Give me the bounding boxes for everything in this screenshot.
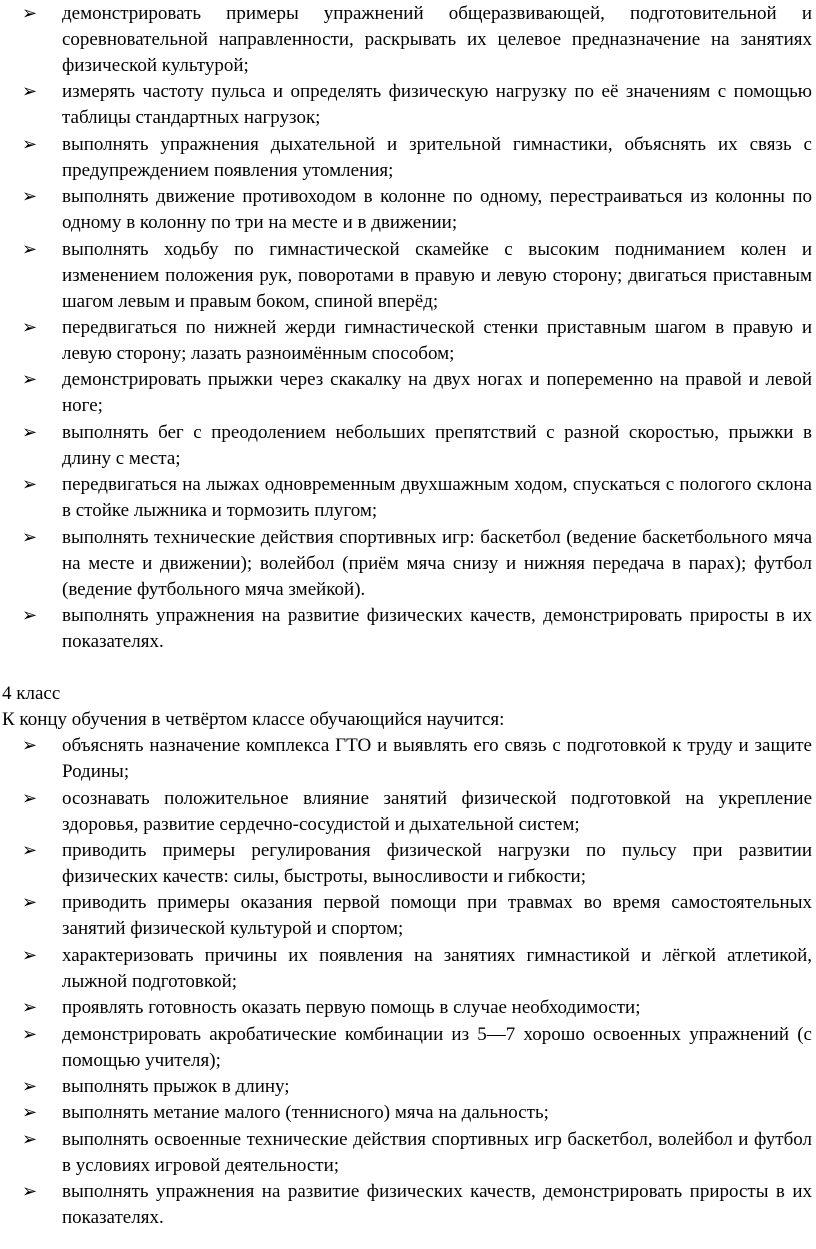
- section-spacer: [0, 655, 816, 681]
- list-item-text: выполнять прыжок в длину;: [62, 1076, 290, 1098]
- list-item: [22, 943, 812, 995]
- skills-list-grade3: [0, 1, 816, 655]
- arrow-bullet-icon: ➢: [22, 1128, 38, 1150]
- list-item: [22, 603, 812, 655]
- list-item-text: выполнять бег с преодолением небольших препятствий с разной скоростью, прыжки в длину с места;: [62, 421, 812, 469]
- list-item: [22, 525, 812, 603]
- list-item-text: характеризовать причины их появления на занятиях гимнастикой и лёгкой атлетикой, лыжной подготовкой;: [62, 944, 812, 992]
- list-item: [22, 237, 812, 315]
- list-item-text: осознавать положительное влияние занятий физической подготовкой на укрепление здоровья, развитие сердечно-сосудистой и дыхательной систем;: [62, 787, 812, 835]
- list-item-text: выполнять освоенные технические действия спортивных игр баскетбол, волейбол и футбол в условиях игровой деятельности;: [62, 1128, 812, 1176]
- list-item: [22, 1074, 812, 1100]
- arrow-bullet-icon: ➢: [22, 604, 38, 626]
- arrow-bullet-icon: ➢: [22, 1102, 38, 1124]
- arrow-bullet-icon: ➢: [22, 186, 38, 208]
- list-item-text: выполнять ходьбу по гимнастической скамейке с высоким подниманием колен и изменением положения рук, поворотами в правую и левую сторону; двигаться приставным шагом левым и правым боком, спиной вперёд;: [62, 238, 812, 312]
- list-item: [22, 1179, 812, 1231]
- list-item: [22, 132, 812, 184]
- list-item-text: передвигаться на лыжах одновременным двухшажным ходом, спускаться с пологого склона в стойке лыжника и тормозить плугом;: [62, 474, 812, 522]
- arrow-bullet-icon: ➢: [22, 81, 38, 103]
- list-item-text: проявлять готовность оказать первую помощь в случае необходимости;: [62, 997, 641, 1019]
- list-item-text: объяснять назначение комплекса ГТО и выявлять его связь с подготовкой к труду и защите Родины;: [62, 735, 812, 783]
- list-item: [22, 315, 812, 367]
- arrow-bullet-icon: ➢: [22, 133, 38, 155]
- list-item: [22, 472, 812, 524]
- arrow-bullet-icon: ➢: [22, 369, 38, 391]
- list-item: [22, 79, 812, 131]
- list-item-text: выполнять упражнения на развитие физических качеств, демонстрировать приросты в их показателях.: [62, 604, 812, 652]
- skills-list-grade4: [0, 733, 816, 1231]
- list-item: [22, 1, 812, 79]
- list-item-text: выполнять движение противоходом в колонне по одному, перестраиваться из колонны по одному в колонну по три на месте и в движении;: [62, 186, 812, 234]
- list-item: [22, 1100, 812, 1126]
- list-item: [22, 995, 812, 1021]
- section-intro: К концу обучения в четвёртом классе обучающийся научится:: [2, 709, 505, 731]
- arrow-bullet-icon: ➢: [22, 1076, 38, 1098]
- list-item-text: демонстрировать примеры упражнений общеразвивающей, подготовительной и соревновательной направленности, раскрывать их целевое предназначение на занятиях физической культурой;: [62, 3, 812, 76]
- list-item-text: выполнять упражнения дыхательной и зрительной гимнастики, объяснять их связь с предупреждением появления утомления;: [62, 133, 812, 181]
- list-item-text: приводить примеры оказания первой помощи при травмах во время самостоятельных занятий физической культурой и спортом;: [62, 892, 812, 940]
- arrow-bullet-icon: ➢: [22, 316, 38, 338]
- arrow-bullet-icon: ➢: [22, 3, 38, 24]
- arrow-bullet-icon: ➢: [22, 787, 38, 809]
- list-item: [22, 1022, 812, 1074]
- list-item: [22, 367, 812, 419]
- arrow-bullet-icon: ➢: [22, 944, 38, 966]
- list-item: [22, 838, 812, 890]
- list-item-text: передвигаться по нижней жерди гимнастической стенки приставным шагом в правую и левую сторону; лазать разноимённым способом;: [62, 316, 812, 364]
- list-item: [22, 890, 812, 942]
- list-item: [22, 786, 812, 838]
- list-item-text: приводить примеры регулирования физической нагрузки по пульсу при развитии физических качеств: силы, быстроты, выносливости и гибкости;: [62, 840, 812, 888]
- arrow-bullet-icon: ➢: [22, 735, 38, 757]
- list-item: [22, 420, 812, 472]
- list-item-text: демонстрировать акробатические комбинации из 5—7 хорошо освоенных упражнений (с помощью учителя);: [62, 1023, 812, 1071]
- list-item-text: демонстрировать прыжки через скакалку на двух ногах и попеременно на правой и левой ноге;: [62, 369, 812, 417]
- arrow-bullet-icon: ➢: [22, 238, 38, 260]
- list-item-text: выполнять технические действия спортивных игр: баскетбол (ведение баскетбольного мяча на месте и движении); волейбол (приём мяча снизу и нижняя передача в парах); футбол (ведение футбольного мяча змейкой).: [62, 526, 812, 600]
- arrow-bullet-icon: ➢: [22, 1023, 38, 1045]
- list-item-text: выполнять метание малого (теннисного) мяча на дальность;: [62, 1102, 549, 1124]
- list-item: [22, 184, 812, 236]
- list-item-text: измерять частоту пульса и определять физическую нагрузку по её значениям с помощью таблицы стандартных нагрузок;: [62, 81, 812, 129]
- section-title: 4 класс: [2, 683, 61, 705]
- arrow-bullet-icon: ➢: [22, 892, 38, 914]
- arrow-bullet-icon: ➢: [22, 526, 38, 548]
- arrow-bullet-icon: ➢: [22, 840, 38, 862]
- arrow-bullet-icon: ➢: [22, 421, 38, 443]
- arrow-bullet-icon: ➢: [22, 997, 38, 1019]
- arrow-bullet-icon: ➢: [22, 474, 38, 496]
- list-item: [22, 733, 812, 785]
- list-item: [22, 1127, 812, 1179]
- arrow-bullet-icon: ➢: [22, 1181, 38, 1203]
- list-item-text: выполнять упражнения на развитие физических качеств, демонстрировать приросты в их показателях.: [62, 1181, 812, 1229]
